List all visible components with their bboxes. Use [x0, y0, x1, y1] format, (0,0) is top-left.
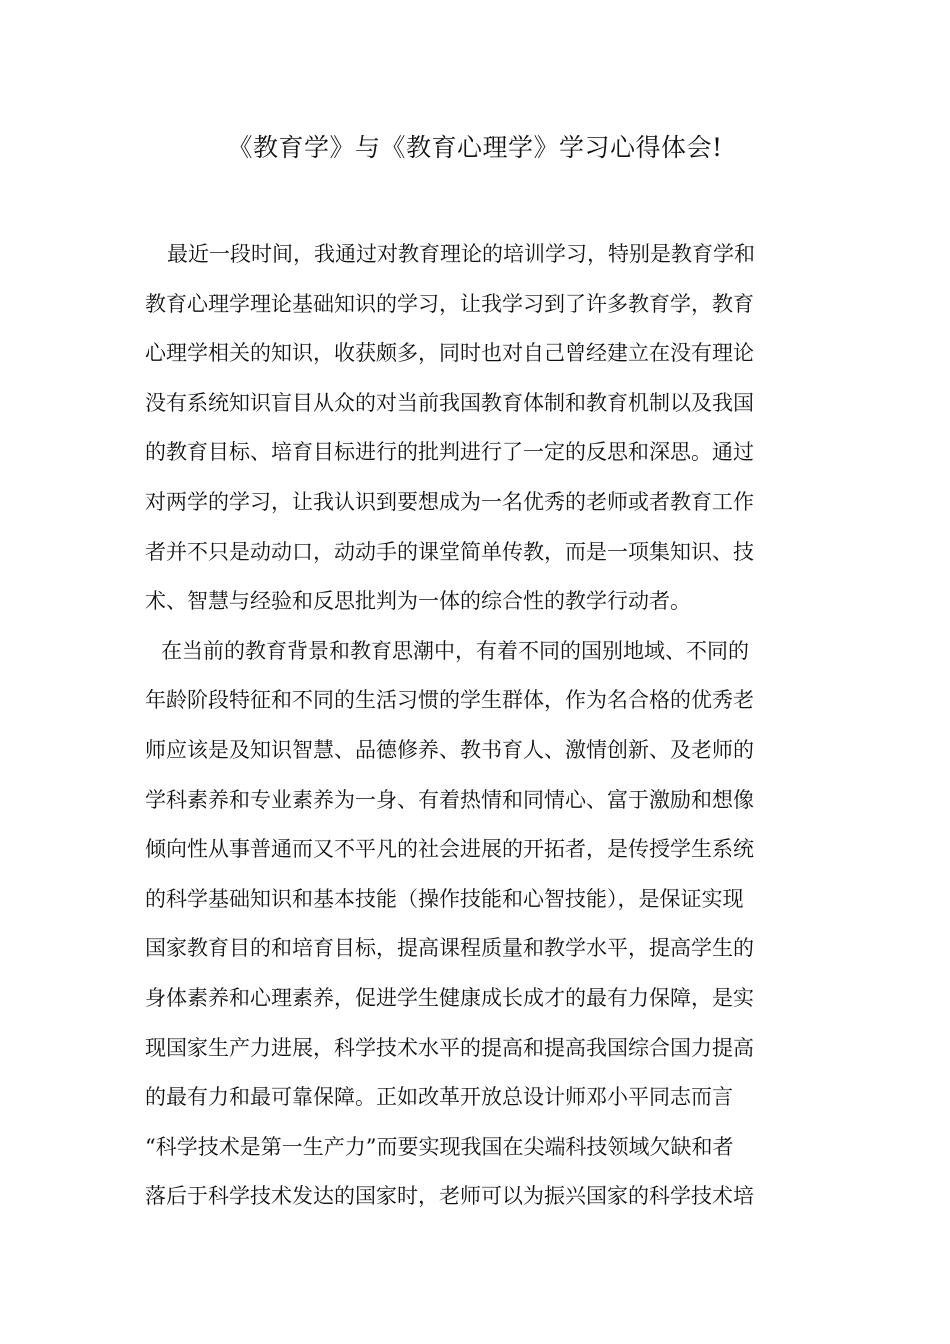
body-line: 倾向性从事普通而又不平凡的社会进展的开拓者，是传授学生系统	[145, 837, 754, 862]
body-line: 心理学相关的知识，收获颇多，同时也对自己曾经建立在没有理论	[145, 341, 754, 366]
body-line: 落后于科学技术发达的国家时，老师可以为振兴国家的科学技术培	[145, 1184, 754, 1209]
body-line: 学科素养和专业素养为一身、有着热情和同情心、富于激励和想像	[145, 787, 754, 812]
body-line: 师应该是及知识智慧、品德修养、教书育人、激情创新、及老师的	[145, 737, 754, 762]
body-line: 现国家生产力进展，科学技术水平的提高和提高我国综合国力提高	[145, 1035, 754, 1060]
body-line: 者并不只是动动口，动动手的课堂简单传教，而是一项集知识、技	[145, 539, 754, 564]
body-line: 最近一段时间，我通过对教育理论的培训学习，特别是教育学和	[167, 242, 755, 266]
body-line: 的教育目标、培育目标进行的批判进行了一定的反思和深思。通过	[145, 440, 754, 465]
body-line: 身体素养和心理素养，促进学生健康成长成才的最有力保障，是实	[145, 985, 754, 1010]
body-line: 没有系统知识盲目从众的对当前我国教育体制和教育机制以及我国	[145, 390, 754, 415]
body-line: “科学技术是第一生产力”而要实现我国在尖端科技领域欠缺和者	[145, 1134, 734, 1159]
document-title: 《教育学》与《教育心理学》学习心得体会!	[227, 133, 723, 162]
body-line: 对两学的学习，让我认识到要想成为一名优秀的老师或者教育工作	[145, 489, 754, 514]
body-line: 年龄阶段特征和不同的生活习惯的学生群体，作为名合格的优秀老	[145, 688, 754, 713]
body-line: 在当前的教育背景和教育思潮中，有着不同的国别地域、不同的	[161, 638, 749, 663]
body-line: 国家教育目的和培育目标，提高课程质量和教学水平，提高学生的	[145, 936, 754, 961]
document-body	[145, 230, 805, 1222]
body-line: 的科学基础知识和基本技能（操作技能和心智技能），是保证实现	[145, 886, 744, 911]
body-line: 术、智慧与经验和反思批判为一体的综合性的教学行动者。	[145, 589, 691, 614]
body-line: 的最有力和最可靠保障。正如改革开放总设计师邓小平同志而言	[145, 1085, 733, 1110]
body-line: 教育心理学理论基础知识的学习，让我学习到了许多教育学，教育	[145, 291, 754, 316]
